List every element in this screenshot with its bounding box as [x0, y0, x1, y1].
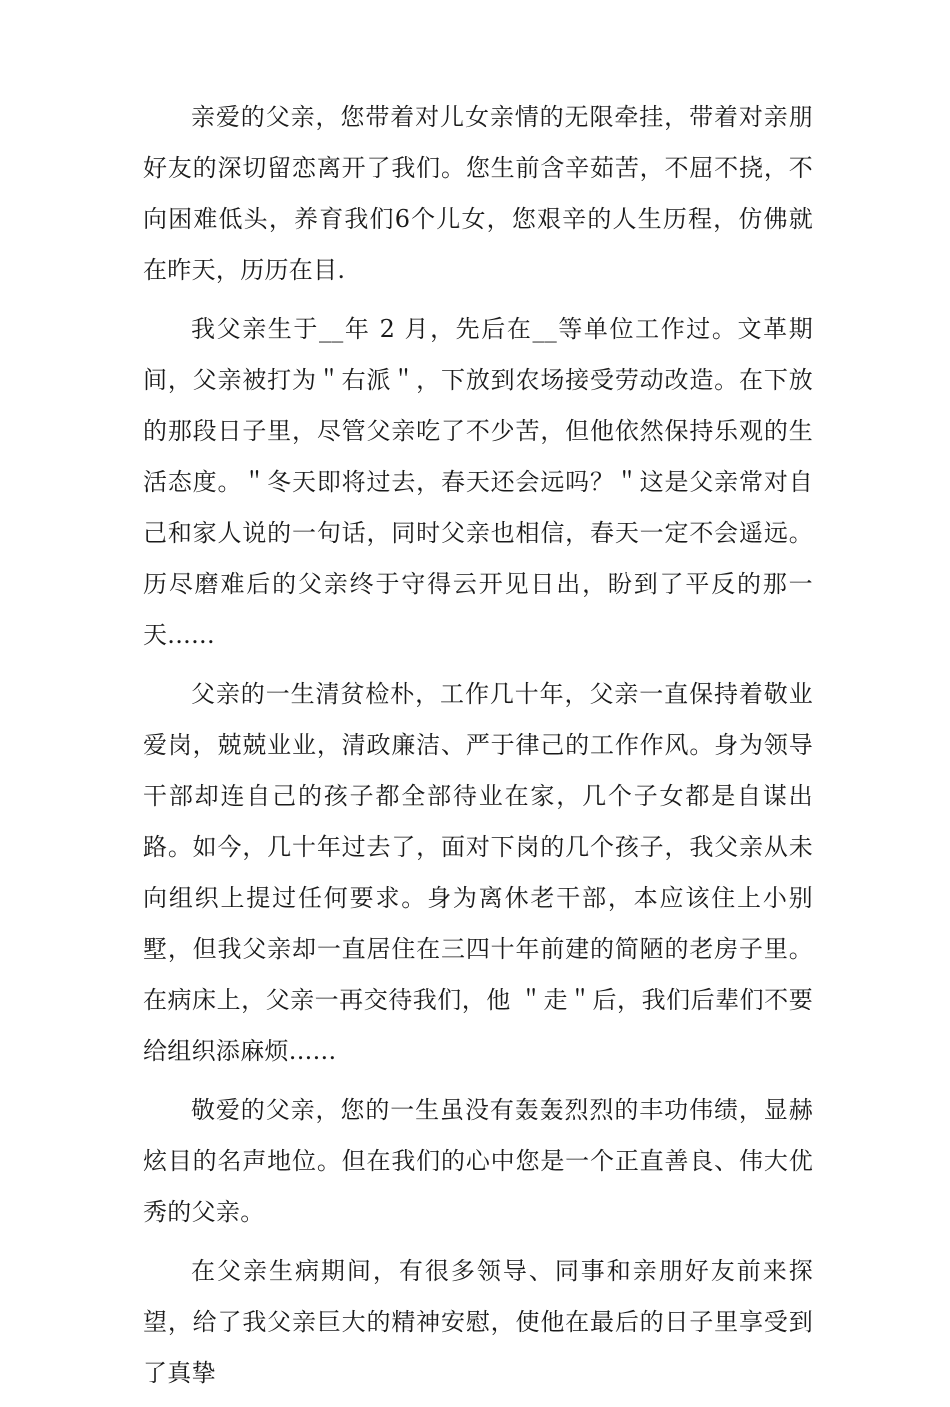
paragraph-4: 敬爱的父亲，您的一生虽没有轰轰烈烈的丰功伟绩，显赫炫目的名声地位。但在我们的心中您是一个正直善良、伟大优秀的父亲。: [143, 1096, 813, 1226]
paragraph-5: 在父亲生病期间，有很多领导、同事和亲朋好友前来探望，给了我父亲巨大的精神安慰，使他在最后的日子里享受到了真挚: [143, 1257, 813, 1387]
paragraph-2: 我父亲生于__年 2 月，先后在__等单位工作过。文革期间，父亲被打为＂右派＂，下放到农场接受劳动改造。在下放的那段日子里，尽管父亲吃了不少苦，但他依然保持乐观的生活态度。＂冬天即将过去，春天还会远吗？＂这是父亲常对自己和家人说的一句话，同时父亲也相信，春天一定不会遥远。历尽磨难后的父亲终于守得云开见日出，盼到了平反的那一天......: [143, 315, 813, 649]
paragraph-1: 亲爱的父亲，您带着对儿女亲情的无限牵挂，带着对亲朋好友的深切留恋离开了我们。您生前含辛茹苦，不屈不挠，不向困难低头，养育我们6个儿女，您艰辛的人生历程，仿佛就在昨天，历历在目.: [143, 103, 813, 284]
document-body: [143, 92, 813, 1407]
paragraph-3: 父亲的一生清贫检朴，工作几十年，父亲一直保持着敬业爱岗，兢兢业业，清政廉洁、严于律己的工作作风。身为领导干部却连自己的孩子都全部待业在家，几个子女都是自谋出路。如今，几十年过去了，面对下岗的几个孩子，我父亲从未向组织上提过任何要求。身为离休老干部，本应该住上小别墅，但我父亲却一直居住在三四十年前建的简陋的老房子里。在病床上，父亲一再交待我们，他 ＂走＂后，我们后辈们不要给组织添麻烦......: [143, 680, 813, 1065]
